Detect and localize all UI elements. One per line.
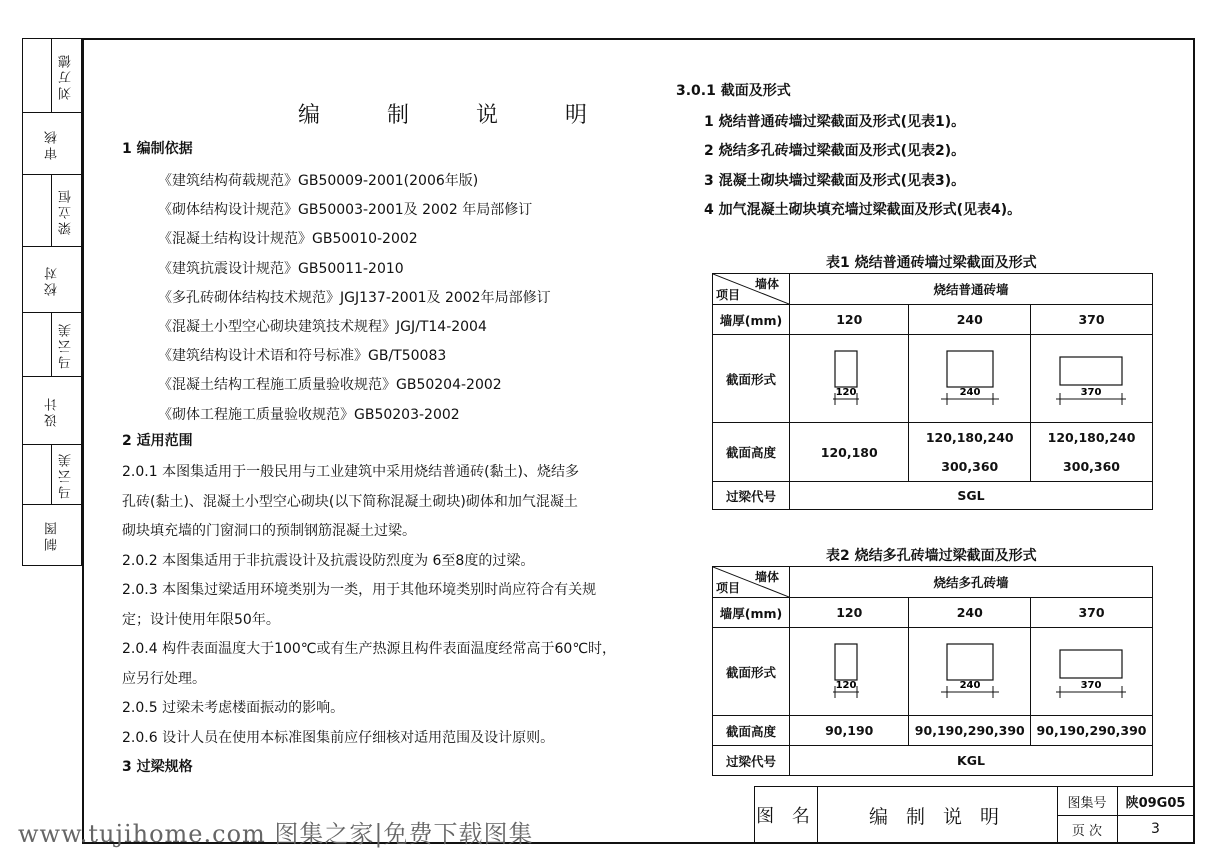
sign-row (23, 377, 81, 445)
table-cell: 120,180 (790, 423, 909, 482)
table-cell (909, 423, 1031, 482)
dimension-label: 370 (1080, 680, 1101, 691)
atlas-number: 陕09G05 (1117, 787, 1194, 816)
reference-item: 《建筑结构设计术语和符号标准》GB/T50083 (158, 348, 447, 365)
item-list (704, 108, 1021, 225)
table-cell: KGL (790, 746, 1153, 776)
corner-top-label: 墙体 (754, 570, 779, 584)
height-value: 120,180,240 (925, 430, 1014, 445)
table-cell: SGL (790, 482, 1153, 510)
sign-name: 马云美 (58, 450, 74, 499)
section-shape-240 (909, 628, 1031, 716)
page-title: 编 制 说 明 (298, 103, 617, 128)
page-label: 页 次 (1057, 815, 1118, 843)
dimension-label: 240 (959, 387, 981, 398)
section-diagram (819, 632, 879, 708)
row-label: 截面形式 (713, 628, 790, 716)
sign-label: 制图 (44, 519, 60, 551)
table-cell: 240 (909, 598, 1031, 628)
sign-label: 设计 (44, 394, 60, 427)
corner-bottom-label: 项目 (716, 288, 741, 302)
row-label: 截面高度 (713, 423, 790, 482)
table-corner (713, 274, 790, 305)
table-cell (1031, 423, 1153, 482)
sign-strip (22, 38, 82, 566)
table-cell: 90,190,290,390 (1031, 716, 1153, 746)
section-shape-120 (790, 628, 909, 716)
paragraph-line: 2.0.6 设计人员在使用本标准图集前应仔细核对适用范围及设计原则。 (122, 729, 555, 746)
section-shape-370 (1031, 335, 1153, 423)
reference-item: 《砌体结构设计规范》GB50003-2001及 2002 年局部修订 (158, 202, 533, 219)
table-cell: 240 (909, 305, 1031, 335)
height-value: 120,180,240 (1047, 430, 1136, 445)
table-2 (712, 566, 1153, 776)
paragraph-line: 定；设计使用年限50年。 (122, 611, 280, 628)
section-diagram (819, 339, 879, 415)
row-label: 截面高度 (713, 716, 790, 746)
title-block-name-label: 图 名 (755, 787, 818, 843)
paragraph-line: 2.0.3 本图集过梁适用环境类别为一类，用于其他环境类别时尚应符合有关规 (122, 582, 597, 598)
row-label: 过梁代号 (713, 482, 790, 510)
sign-row (23, 113, 81, 175)
sign-row (23, 505, 81, 565)
section-heading: 2 适用范围 (122, 433, 193, 449)
title-block (754, 786, 1195, 844)
row-label: 截面形式 (713, 335, 790, 423)
table-1 (712, 273, 1153, 510)
row-label: 墙厚(mm) (713, 305, 790, 335)
row-label: 墙厚(mm) (713, 598, 790, 628)
table-cell: 90,190,290,390 (909, 716, 1031, 746)
section-heading: 3.0.1 截面及形式 (676, 83, 791, 99)
section-diagram (915, 339, 1025, 415)
watermark: www.tujihome.com 图集之家|免费下载图集 (18, 820, 534, 848)
paragraph-line: 应另行处理。 (122, 670, 206, 687)
paragraph-line: 2.0.1 本图集适用于一般民用与工业建筑中采用烧结普通砖(黏土)、烧结多 (122, 464, 579, 480)
reference-item: 《建筑抗震设计规范》GB50011-2010 (158, 260, 404, 277)
sign-name: 马云美 (58, 320, 74, 369)
reference-item: 《砌体工程施工质量验收规范》GB50203-2002 (158, 406, 460, 423)
table-caption: 表1 烧结普通砖墙过梁截面及形式 (826, 255, 1037, 271)
reference-item: 《混凝土结构工程施工质量验收规范》GB50204-2002 (158, 377, 502, 394)
table-corner (713, 567, 790, 598)
dimension-label: 240 (959, 680, 981, 691)
section-shape-370 (1031, 628, 1153, 716)
sign-row (23, 39, 81, 113)
list-item: 4 加气混凝土砌块填充墙过梁截面及形式(见表4)。 (704, 201, 1022, 218)
paragraph-line: 2.0.2 本图集适用于非抗震设计及抗震设防烈度为 6至8度的过梁。 (122, 552, 535, 569)
page-number: 3 (1151, 821, 1160, 837)
reference-item: 《多孔砖砌体结构技术规范》JGJ137-2001及 2002年局部修订 (158, 289, 551, 306)
corner-top-label: 墙体 (754, 277, 779, 291)
dimension-label: 370 (1080, 387, 1101, 398)
section-heading: 1 编制依据 (122, 141, 193, 157)
sign-name: 梁立恒 (58, 186, 74, 235)
paragraph-line: 砌块填充墙的门窗洞口的预制钢筋混凝土过梁。 (122, 523, 416, 539)
reference-item: 《建筑结构荷载规范》GB50009-2001(2006年版) (158, 173, 479, 189)
section-shape-240 (909, 335, 1031, 423)
reference-item: 《混凝土小型空心砌块建筑技术规程》JGJ/T14-2004 (158, 319, 487, 336)
paragraph-line: 2.0.5 过梁未考虑楼面振动的影响。 (122, 700, 345, 716)
list-item: 1 烧结普通砖墙过梁截面及形式(见表1)。 (704, 114, 966, 130)
wall-type-header: 烧结普通砖墙 (790, 274, 1153, 305)
title-block-name: 编 制 说 明 (817, 787, 1058, 843)
table-caption: 表2 烧结多孔砖墙过梁截面及形式 (826, 548, 1037, 564)
atlas-number-label: 图集号 (1057, 787, 1118, 816)
list-item: 2 烧结多孔砖墙过梁截面及形式(见表2)。 (704, 143, 966, 160)
section-heading: 3 过梁规格 (122, 759, 193, 775)
height-value: 300,360 (941, 459, 999, 474)
dimension-label: 120 (835, 680, 857, 691)
table-cell: 90,190 (790, 716, 909, 746)
reference-item: 《混凝土结构设计规范》GB50010-2002 (158, 231, 418, 248)
table-cell: 120 (790, 305, 909, 335)
section-shape-120 (790, 335, 909, 423)
sign-name: 刘万德 (58, 51, 74, 100)
reference-list (158, 167, 551, 430)
sign-label: 校对 (44, 263, 60, 296)
paragraph-line: 2.0.4 构件表面温度大于100℃或有生产热源且构件表面温度经常高于60℃时， (122, 641, 617, 657)
sign-label: 审核 (44, 127, 60, 160)
section-diagram (915, 632, 1025, 708)
table-cell: 370 (1031, 598, 1153, 628)
sign-row (23, 175, 81, 247)
wall-type-header: 烧结多孔砖墙 (790, 567, 1153, 598)
sign-row (23, 247, 81, 313)
section-diagram (1032, 632, 1152, 708)
sign-row (23, 313, 81, 377)
table-cell: 370 (1031, 305, 1153, 335)
height-value: 300,360 (1063, 459, 1120, 474)
dimension-label: 120 (835, 387, 857, 398)
corner-bottom-label: 项目 (716, 581, 741, 595)
scope-paragraphs (122, 458, 616, 783)
row-label: 过梁代号 (713, 746, 790, 776)
list-item: 3 混凝土砌块墙过梁截面及形式(见表3)。 (704, 172, 966, 189)
table-cell: 120 (790, 598, 909, 628)
section-diagram (1032, 339, 1152, 415)
sign-row (23, 445, 81, 505)
paragraph-line: 孔砖(黏土)、混凝土小型空心砌块(以下简称混凝土砌块)砌体和加气混凝土 (122, 493, 578, 510)
